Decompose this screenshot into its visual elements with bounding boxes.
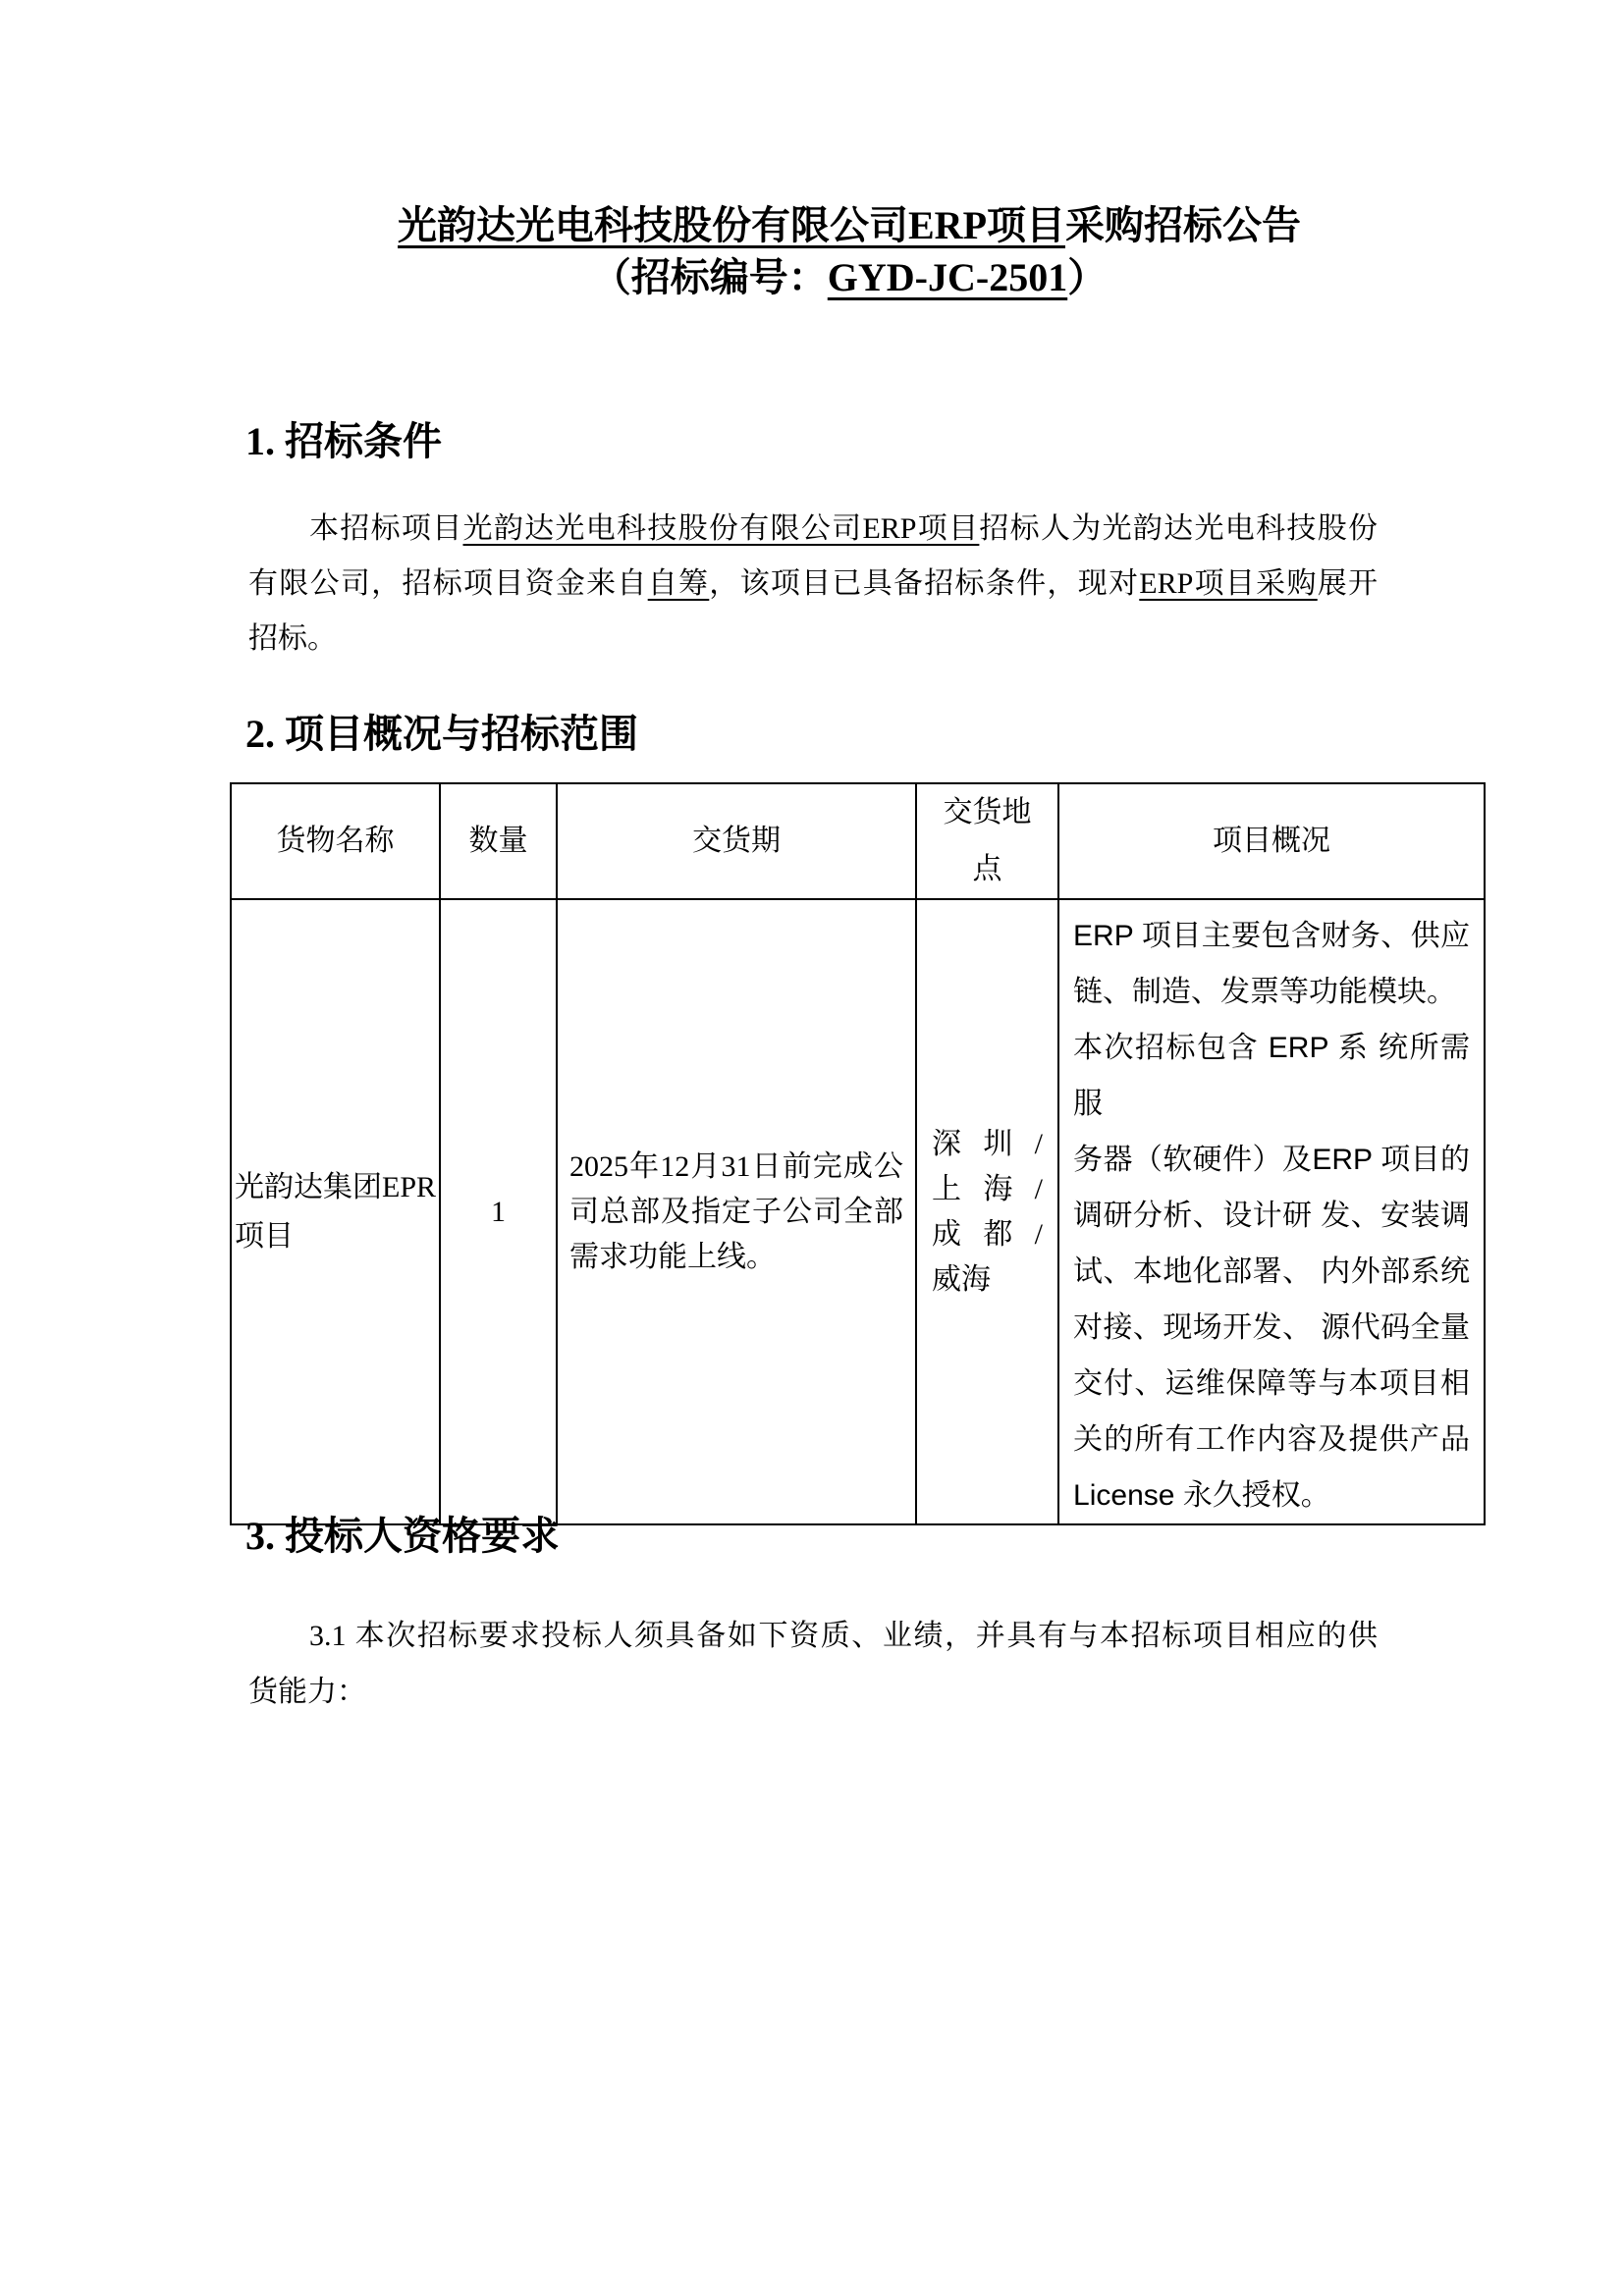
text-run: 务器（软硬件）及ERP 项目的 (1073, 1144, 1471, 1176)
text-line (285, 251, 1414, 303)
underlined-text: 光韵达光电科技股份有限公司ERP项目 (398, 203, 1065, 247)
cell-delivery-date (557, 899, 916, 1524)
text-run: 成都/ (932, 1217, 1044, 1251)
text-run: 招标人为光韵达光电科技股份 (979, 512, 1378, 545)
text-line (1073, 1132, 1470, 1188)
text-line (1073, 1020, 1470, 1132)
text-run: 本次招标包含 ERP 系 统所需服 (1073, 1032, 1471, 1120)
underlined-text: 光韵达光电科技股份有限公司ERP项目 (462, 512, 980, 545)
text-line (285, 199, 1414, 251)
header-project-overview: 项目概况 (1058, 783, 1485, 899)
section-3-heading: 3. 投标人资格要求 (245, 1514, 560, 1558)
text-run: （招标编号： (591, 255, 828, 299)
text-line (248, 557, 1378, 612)
text-line (569, 1190, 903, 1235)
text-line (1073, 1300, 1470, 1356)
text-run: 项目 (235, 1219, 294, 1253)
text-line (569, 1145, 903, 1190)
underlined-text: GYD-JC-2501 (827, 255, 1068, 299)
cell-goods-name (231, 899, 440, 1524)
cell-delivery-place (916, 899, 1058, 1524)
underlined-text: 自筹 (647, 567, 710, 600)
delivery-place-text (932, 1122, 1043, 1303)
text-run: License 永久授权。 (1073, 1479, 1330, 1512)
underlined-text: ERP项目采购 (1139, 567, 1318, 600)
text-line (932, 1212, 1043, 1257)
text-run: ，该项目已具备招标条件，现对 (709, 567, 1140, 600)
text-run: 需求功能上线。 (569, 1240, 777, 1273)
header-delivery-place: 交货地点 (916, 783, 1058, 899)
text-line (248, 612, 1378, 667)
text-run: 威海 (932, 1262, 992, 1296)
header-quantity: 数量 (440, 783, 557, 899)
text-run: 3.1 本次招标要求投标人须具备如下资质、业绩，并具有与本招标项目相应的供 (309, 1620, 1378, 1652)
text-run: 试、本地化部署、 内外部系统 (1073, 1255, 1471, 1288)
text-line (569, 1235, 903, 1280)
header-goods-name: 货物名称 (231, 783, 440, 899)
table-header-row (231, 783, 1485, 899)
text-line (248, 1608, 1378, 1664)
text-run: 深圳/ (932, 1127, 1044, 1160)
text-line (1073, 1468, 1470, 1523)
text-run: 本招标项目 (309, 512, 463, 545)
delivery-date-text (569, 1145, 903, 1280)
text-line (235, 1212, 436, 1261)
text-line (248, 502, 1378, 557)
text-line (235, 1163, 436, 1212)
document-title (285, 199, 1414, 303)
text-line (932, 1167, 1043, 1212)
text-run: 2025年12月31日前完成公 (569, 1149, 904, 1183)
goods-name-text (235, 1163, 436, 1261)
text-line (1073, 1356, 1470, 1412)
text-run: 交付、运维保障等与本项目相 (1073, 1367, 1471, 1400)
text-run: 展开 (1317, 567, 1379, 600)
text-line (1073, 964, 1470, 1020)
text-line (1073, 1188, 1470, 1244)
text-run: 司总部及指定子公司全部 (569, 1195, 904, 1228)
text-run: 招标。 (248, 622, 337, 655)
section-2-heading: 2. 项目概况与招标范围 (245, 712, 638, 756)
cell-quantity: 1 (440, 899, 557, 1524)
text-run: 光韵达集团EPR (235, 1170, 437, 1203)
text-line (932, 1257, 1043, 1303)
text-run: 采购招标公告 (1065, 203, 1301, 247)
text-line (248, 1664, 1378, 1720)
text-run: 调研分析、设计研 发、安装调 (1073, 1200, 1471, 1232)
table-row (231, 899, 1485, 1524)
text-run: 链、制造、发票等功能模块。 (1073, 976, 1457, 1008)
text-run: 上海/ (932, 1172, 1044, 1205)
text-line (932, 1122, 1043, 1167)
text-run: 对接、现场开发、 源代码全量 (1073, 1311, 1471, 1344)
text-run: 货能力： (248, 1676, 366, 1708)
text-line (1073, 1412, 1470, 1468)
text-line (1073, 908, 1470, 964)
text-line (1073, 1244, 1470, 1300)
section-3-paragraph (248, 1608, 1378, 1720)
cell-project-overview (1058, 899, 1485, 1524)
procurement-scope-table (230, 782, 1486, 1525)
project-overview-text (1073, 908, 1470, 1523)
text-run: ） (1067, 255, 1108, 299)
section-1-paragraph (248, 502, 1378, 667)
section-1-heading: 1. 招标条件 (245, 419, 442, 463)
header-delivery-date: 交货期 (557, 783, 916, 899)
text-run: 关的所有工作内容及提供产品 (1073, 1423, 1471, 1456)
text-run: ERP 项目主要包含财务、供应 (1073, 920, 1471, 952)
text-run: 有限公司，招标项目资金来自 (248, 567, 648, 600)
